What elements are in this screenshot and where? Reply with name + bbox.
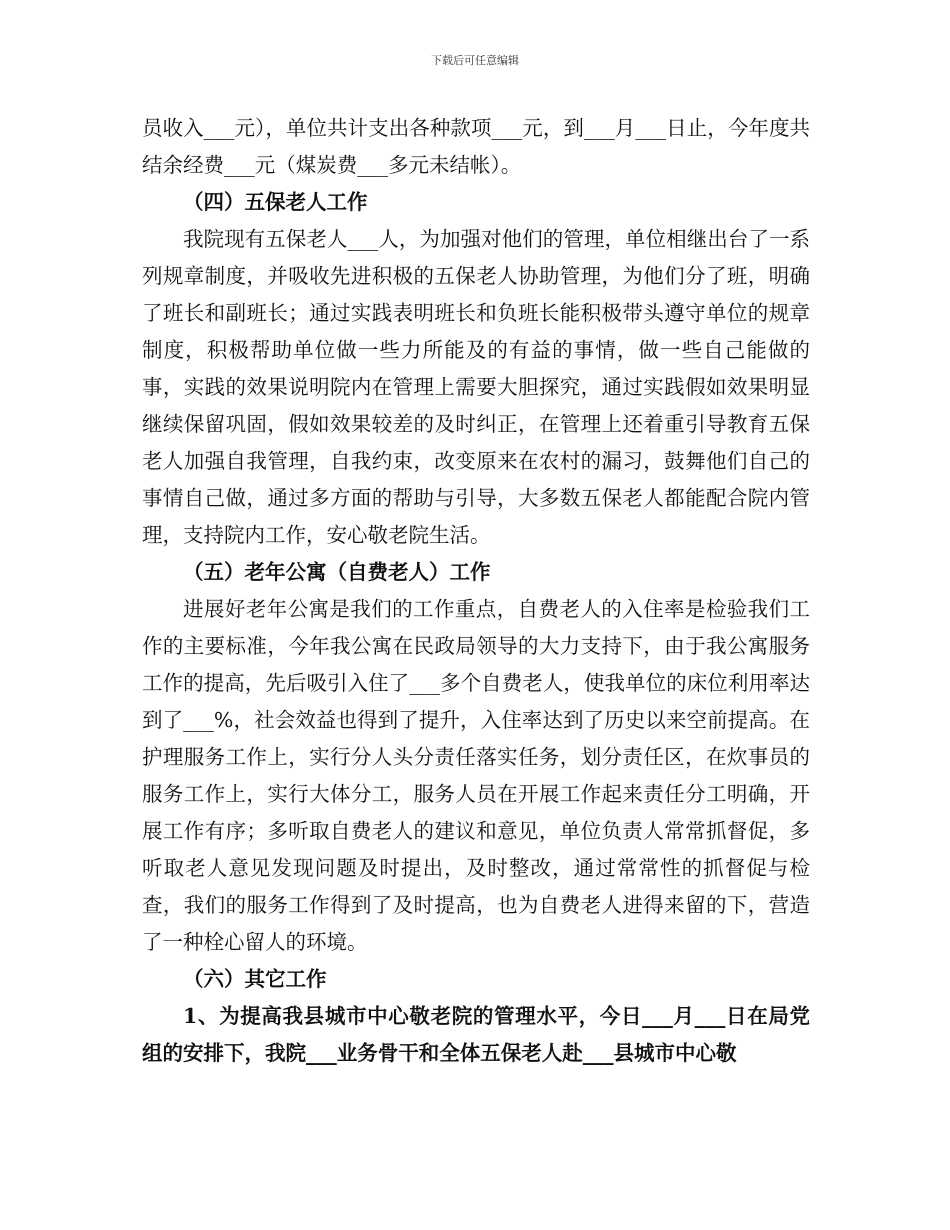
paragraph-continued: 员收入___元），单位共计支出各种款项___元，到___月___日止，今年度共结余经费___元（煤炭费___多元未结帐）。 [142,116,810,177]
paragraph-section-5: 进展好老年公寓是我们的工作重点，自费老人的入住率是检验我们工作的主要标准，今年我公寓在民政局领导的大力支持下，由于我公寓服务工作的提高，先后吸引入住了___多个自费老人，使我单位的床位利用率达到了___%，社会效益也得到了提升，入住率达到了历史以来空前提高。在护理服务工作上，实行分人头分责任落实任务，划分责任区，在炊事员的服务工作上，实行大体分工，服务人员在开展工作起来责任分工明确，开展工作有序；多听取自费老人的建议和意见，单位负责人常常抓督促，多听取老人意见发现问题及时提出，及时整改，通过常常性的抓督促与检查，我们的服务工作得到了及时提高，也为自费老人进得来留的下，营造了一种栓心留人的环境。 [142,597,810,954]
page-header-note: 下载后可任意编辑 [431,54,519,67]
document-body [142,110,810,1072]
section-heading-4: （四）五保老人工作 [183,190,368,214]
section-heading-5: （五）老年公寓（自费老人）工作 [183,560,491,584]
paragraph-section-6-item-1: 1、为提高我县城市中心敬老院的管理水平，今日___月___日在局党组的安排下，我院___业务骨干和全体五保老人赴___县城市中心敬 [142,1004,810,1065]
paragraph-section-4: 我院现有五保老人___人，为加强对他们的管理，单位相继出台了一系列规章制度，并吸收先进积极的五保老人协助管理，为他们分了班，明确了班长和副班长；通过实践表明班长和负班长能积极带头遵守单位的规章制度，积极帮助单位做一些力所能及的有益的事情，做一些自己能做的事，实践的效果说明院内在管理上需要大胆探究，通过实践假如效果明显继续保留巩固，假如效果较差的及时纠正，在管理上还着重引导教育五保老人加强自我管理，自我约束，改变原来在农村的漏习，鼓舞他们自己的事情自己做，通过多方面的帮助与引导，大多数五保老人都能配合院内管理，支持院内工作，安心敬老院生活。 [142,227,810,547]
section-heading-6: （六）其它工作 [183,967,327,991]
